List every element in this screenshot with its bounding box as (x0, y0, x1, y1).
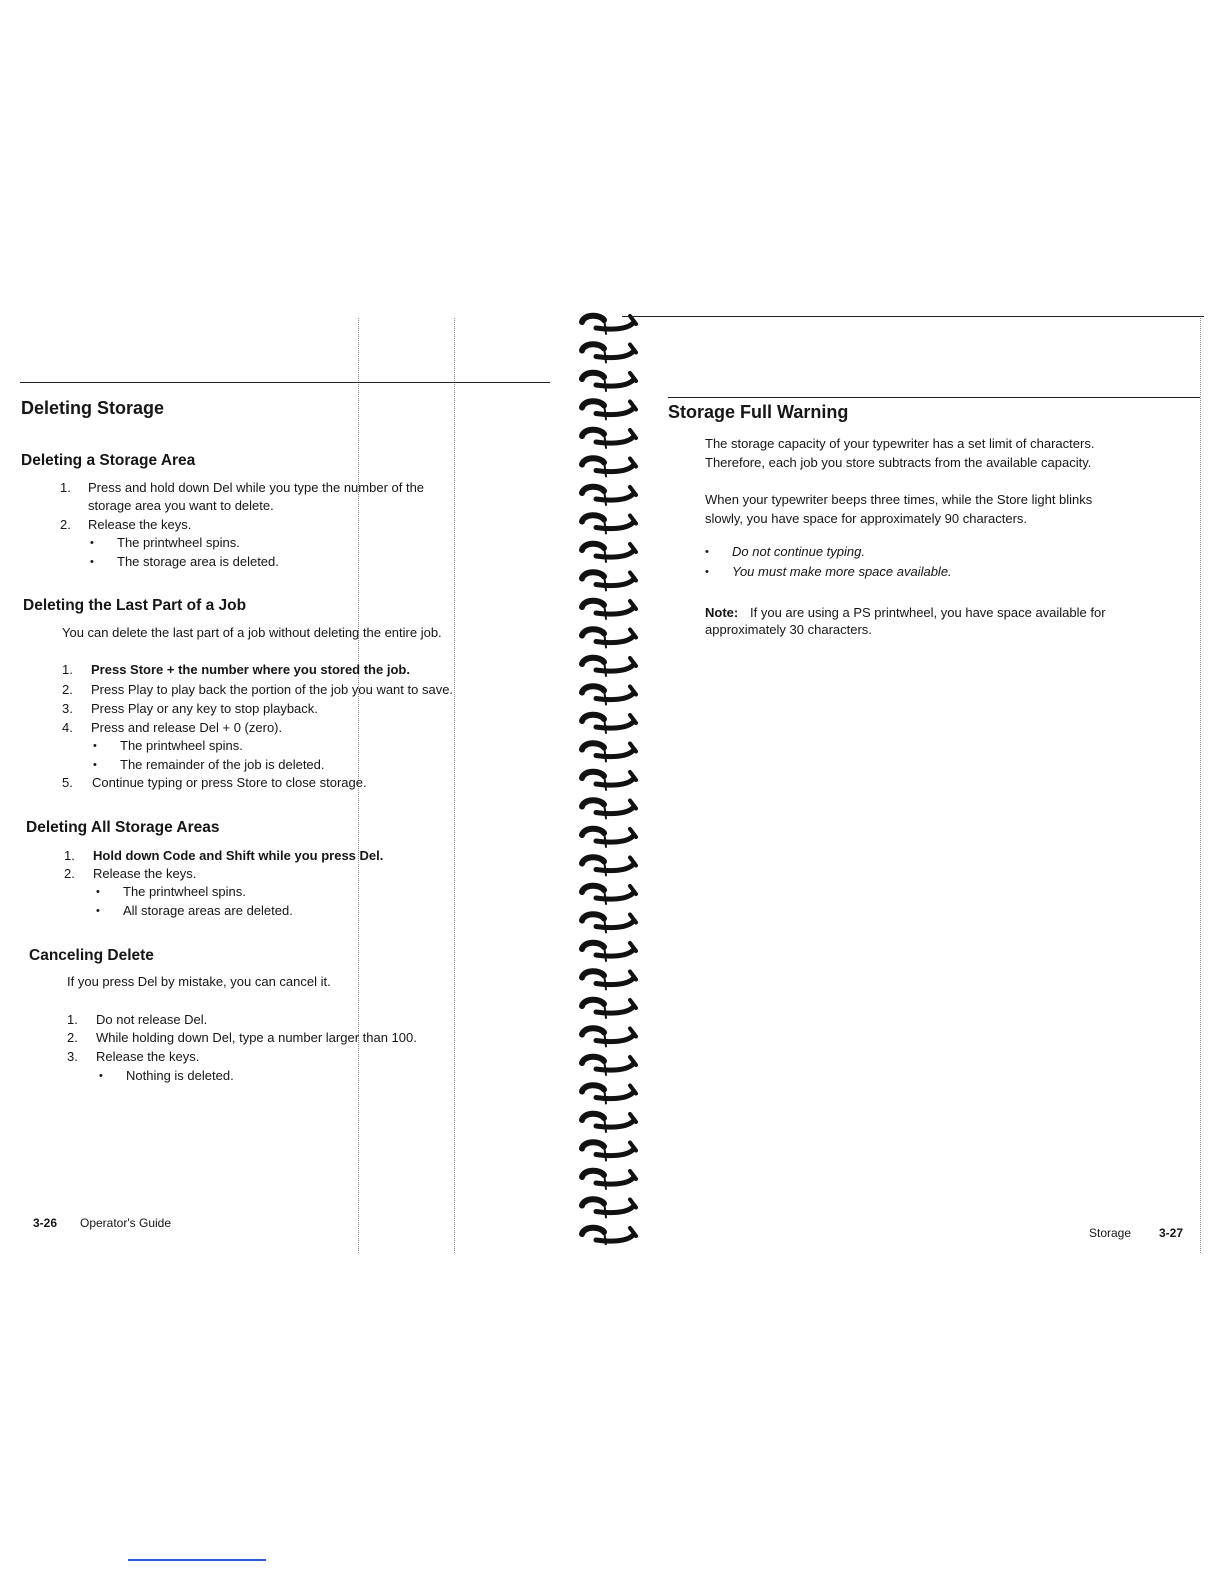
coil-left (582, 686, 604, 692)
coil-left (582, 857, 604, 863)
coil-left (582, 1057, 604, 1063)
step-text: Press Play or any key to stop playback. (91, 701, 318, 716)
section-heading-delete-all: Deleting All Storage Areas (26, 819, 220, 836)
coil-right (596, 949, 634, 956)
right-top-rule (622, 316, 1204, 317)
coil-left (582, 1228, 604, 1234)
warning-bullet-text: You must make more space available. (732, 564, 952, 579)
paragraph-line: The storage capacity of your typewriter has a set limit of characters. (705, 436, 1095, 451)
paragraph-line: slowly, you have space for approximately 90 characters. (705, 511, 1028, 526)
bullet-text: The printwheel spins. (120, 738, 243, 753)
coil-left (582, 601, 604, 607)
step-number: 2. (67, 1030, 78, 1045)
coil-left (582, 715, 604, 721)
bullet-text: The remainder of the job is deleted. (120, 757, 325, 772)
bullet-icon: • (96, 886, 100, 898)
section-intro: You can delete the last part of a job without deleting the entire job. (62, 625, 442, 640)
right-page-edge-line (1200, 318, 1201, 1253)
coil-left (582, 515, 604, 521)
coil-left (582, 316, 604, 322)
step-number: 2. (64, 866, 75, 881)
bullet-icon: • (90, 556, 94, 568)
blue-underline-mark (128, 1559, 266, 1561)
step-number: 2. (60, 517, 71, 532)
left-page-number: 3-26 (33, 1216, 58, 1230)
bullet-icon: • (705, 566, 709, 578)
coil-left (582, 1171, 604, 1177)
coil-right (596, 465, 634, 472)
coil-right (596, 835, 634, 842)
coil-right (596, 1120, 634, 1127)
coil-left (582, 943, 604, 949)
step-text: Release the keys. (96, 1049, 200, 1064)
spiral-coils (582, 316, 636, 1245)
bullet-text: All storage areas are deleted. (123, 903, 293, 918)
right-footer-title: Storage (1089, 1226, 1132, 1240)
coil-left (582, 458, 604, 464)
coil-right (596, 807, 634, 814)
coil-left (582, 886, 604, 892)
right-title-rule (668, 397, 1200, 398)
coil-right (596, 1149, 634, 1156)
coil-right (596, 493, 634, 500)
bullet-icon: • (99, 1070, 103, 1082)
step-text: Press and hold down Del while you type the number of the (88, 480, 425, 495)
coil-right (596, 579, 634, 586)
coil-right (596, 1177, 634, 1184)
coil-left (582, 544, 604, 550)
coil-right (596, 436, 634, 443)
coil-left (582, 629, 604, 635)
note-label: Note: (705, 605, 739, 620)
coil-left (582, 971, 604, 977)
coil-left (582, 1142, 604, 1148)
coil-right (596, 778, 634, 785)
section-heading-delete-last-part: Deleting the Last Part of a Job (23, 597, 247, 614)
section-heading-delete-area: Deleting a Storage Area (21, 452, 196, 469)
step-text: Do not release Del. (96, 1012, 208, 1027)
coil-left (582, 1028, 604, 1034)
coil-right (596, 1035, 634, 1042)
coil-left (582, 1114, 604, 1120)
coil-right (596, 1063, 634, 1070)
coil-right (596, 892, 634, 899)
coil-left (582, 1000, 604, 1006)
section-intro: If you press Del by mistake, you can cancel it. (67, 974, 331, 989)
paragraph-line: Therefore, each job you store subtracts from the available capacity. (705, 455, 1092, 470)
coil-left (582, 344, 604, 350)
coil-right (596, 1006, 634, 1013)
step-text: Release the keys. (93, 866, 197, 881)
step-text: Hold down Code and Shift while you press Del. (93, 848, 384, 863)
coil-right (596, 1092, 634, 1099)
spiral-binding (574, 310, 646, 1245)
step-number: 1. (64, 848, 75, 863)
step-number: 1. (62, 662, 73, 677)
step-number: 2. (62, 682, 73, 697)
right-page-number: 3-27 (1159, 1226, 1184, 1240)
coil-left (582, 572, 604, 578)
step-text: Press and release Del + 0 (zero). (91, 720, 283, 735)
coil-left (582, 658, 604, 664)
coil-right (596, 379, 634, 386)
coil-right (596, 693, 634, 700)
coil-right (596, 664, 634, 671)
bullet-icon: • (96, 905, 100, 917)
coil-right (596, 322, 634, 329)
coil-left (582, 914, 604, 920)
bullet-text: The printwheel spins. (123, 884, 246, 899)
coil-left (582, 1199, 604, 1205)
coil-right (596, 1206, 634, 1213)
step-text: Press Store + the number where you stored the job. (91, 662, 410, 677)
coil-right (596, 978, 634, 985)
coil-left (582, 401, 604, 407)
coil-right (596, 351, 634, 358)
step-number: 1. (60, 480, 71, 495)
bullet-icon: • (93, 759, 97, 771)
paragraph-line: When your typewriter beeps three times, while the Store light blinks (705, 492, 1093, 507)
coil-left (582, 829, 604, 835)
coil-right (596, 1234, 634, 1241)
coil-left (582, 487, 604, 493)
coil-right (596, 408, 634, 415)
coil-left (582, 743, 604, 749)
warning-bullet-text: Do not continue typing. (732, 544, 865, 559)
right-page-title: Storage Full Warning (668, 402, 849, 422)
coil-left (582, 1085, 604, 1091)
step-number: 5. (62, 775, 73, 790)
bullet-text: Nothing is deleted. (126, 1068, 234, 1083)
step-number: 4. (62, 720, 73, 735)
coil-right (596, 607, 634, 614)
coil-right (596, 864, 634, 871)
step-text: Press Play to play back the portion of the job you want to save. (91, 682, 454, 697)
bullet-text: The storage area is deleted. (117, 554, 279, 569)
left-top-rule (20, 382, 550, 383)
coil-right (596, 522, 634, 529)
step-number: 3. (67, 1049, 78, 1064)
coil-right (596, 721, 634, 728)
left-page-edge-line (454, 318, 455, 1253)
note-text: If you are using a PS printwheel, you have space available for (750, 605, 1106, 620)
bullet-text: The printwheel spins. (117, 535, 240, 550)
bullet-icon: • (705, 546, 709, 558)
bullet-icon: • (93, 740, 97, 752)
step-number: 3. (62, 701, 73, 716)
step-text: While holding down Del, type a number larger than 100. (96, 1030, 417, 1045)
coil-left (582, 430, 604, 436)
bullet-icon: • (90, 537, 94, 549)
coil-right (596, 550, 634, 557)
coil-left (582, 772, 604, 778)
coil-left (582, 373, 604, 379)
left-footer-title: Operator's Guide (80, 1216, 172, 1230)
step-text: Release the keys. (88, 517, 192, 532)
coil-right (596, 921, 634, 928)
step-text: Continue typing or press Store to close storage. (92, 775, 367, 790)
note-text: approximately 30 characters. (705, 622, 872, 637)
step-text: storage area you want to delete. (88, 498, 274, 513)
coil-right (596, 636, 634, 643)
coil-left (582, 800, 604, 806)
step-number: 1. (67, 1012, 78, 1027)
left-page-title: Deleting Storage (21, 398, 165, 418)
coil-right (596, 750, 634, 757)
section-heading-canceling-delete: Canceling Delete (29, 947, 154, 964)
